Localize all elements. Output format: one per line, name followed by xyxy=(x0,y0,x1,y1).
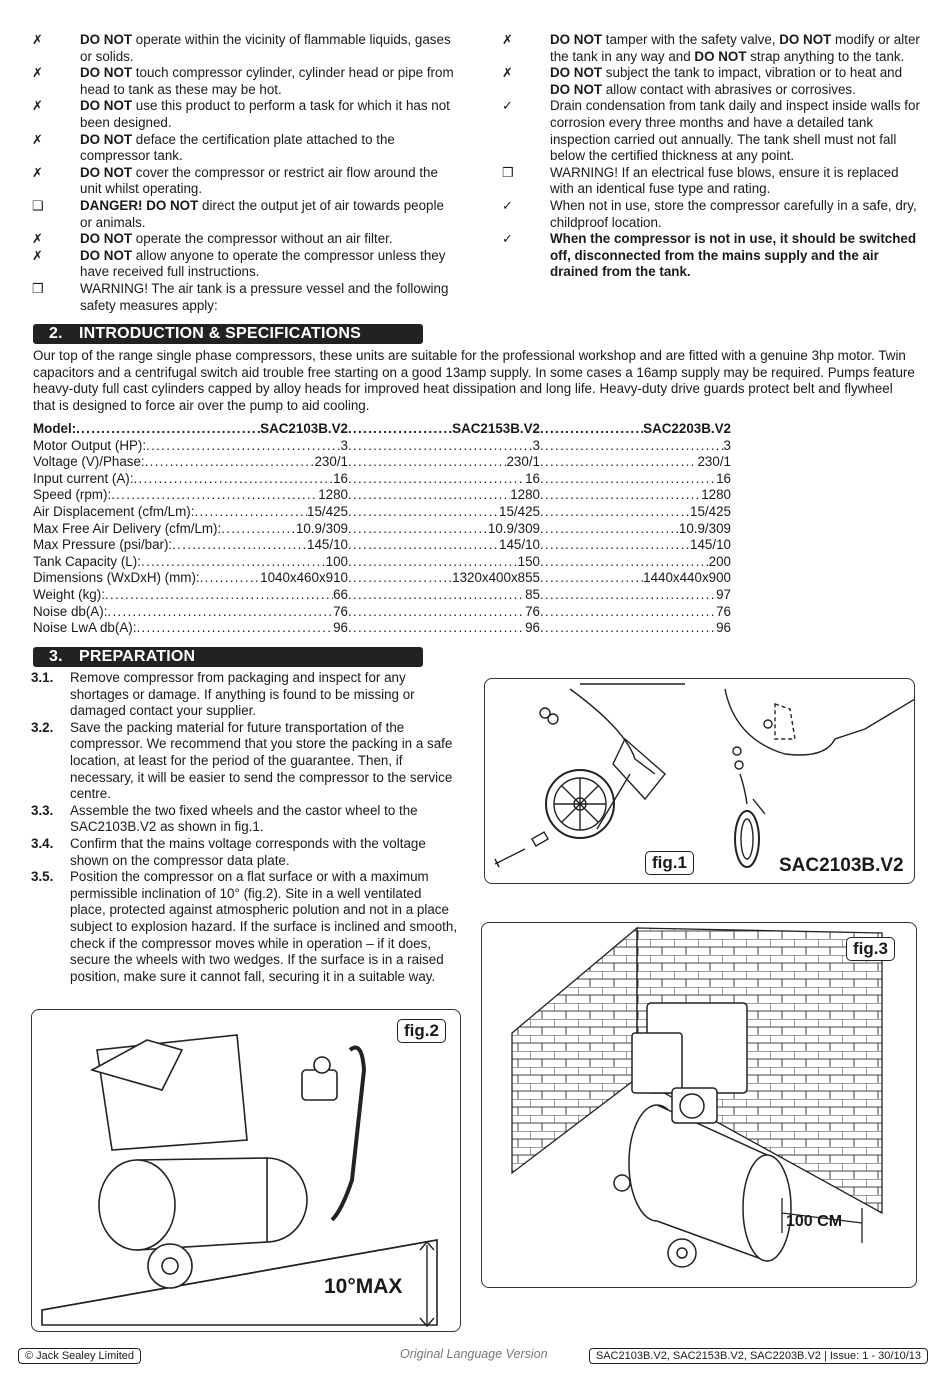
spec-value-1: 76 xyxy=(333,603,348,619)
section-heading-introduction xyxy=(33,324,423,344)
safety-item xyxy=(500,98,920,164)
bullet-symbol-icon: ✗ xyxy=(32,98,43,114)
spec-label: Speed (rpm): xyxy=(33,487,112,503)
spec-value-1: 1280 xyxy=(318,487,348,503)
step-text: Save the packing material for future transportation of the compressor. We recommend that you store the packing in a safe location, at least for the period of the guarantee. Then, if necessary, it will be easier to send the compressor to the service centre. xyxy=(70,719,453,802)
spec-label: Max Pressure (psi/bar): xyxy=(33,537,173,553)
figure-2 xyxy=(31,1009,461,1332)
spec-value-1: 10.9/309 xyxy=(295,520,348,536)
spec-value-1: 100 xyxy=(325,553,348,569)
step-number: 3.4. xyxy=(31,835,54,851)
section-number: 2. xyxy=(49,325,63,342)
safety-item xyxy=(30,165,458,198)
spec-label: Weight (kg): xyxy=(33,586,105,602)
safety-text: When the compressor is not in use, it should be switched off, disconnected from the mains supply and the air drained from the tank. xyxy=(550,231,917,280)
spec-value-3: 230/1 xyxy=(697,454,731,470)
bullet-symbol-icon: ✗ xyxy=(32,131,43,147)
safety-item xyxy=(30,65,458,98)
safety-item xyxy=(500,231,920,281)
step-number: 3.3. xyxy=(31,802,54,818)
spec-row xyxy=(33,554,731,571)
bullet-symbol-icon: ✓ xyxy=(502,98,513,114)
spec-value-1: 1040x460x910 xyxy=(260,570,348,586)
safety-item xyxy=(500,32,920,65)
section-title: PREPARATION xyxy=(79,648,196,665)
fig2-label: fig.2 xyxy=(397,1019,446,1043)
safety-item xyxy=(30,281,458,314)
bullet-symbol-icon: ❑ xyxy=(32,197,44,213)
spec-value-3: 16 xyxy=(716,470,731,486)
safety-item xyxy=(30,132,458,165)
step-text: Position the compressor on a flat surface or with a maximum permissible inclination of 10° (fig.2). Site in a well ventilated place, protected against atmospheric polution and not in a place subject to explosion hazard. If the surface is inclined and smooth, check if the compressor moves while in operation – if it does, secure the wheels with two wedges. If the surface is in a raised position, make sure it cannot fall, securing it in a suitable way. xyxy=(70,869,458,984)
spec-value-2: 96 xyxy=(525,620,540,636)
section-heading-preparation xyxy=(33,647,423,667)
spec-value-3: 200 xyxy=(708,553,731,569)
spec-value-2: 150 xyxy=(517,553,540,569)
safety-text: Drain condensation from tank daily and inspect inside walls for corrosion every three months and have a detailed tank inspection carried out annually. The tank shell must not fall below the certified thickness at any point. xyxy=(550,98,920,164)
spec-value-3: 96 xyxy=(716,620,731,636)
safety-item xyxy=(500,165,920,198)
bullet-symbol-icon: ✗ xyxy=(32,164,43,180)
spec-value-3: 15/425 xyxy=(690,503,731,519)
spec-row xyxy=(33,471,731,488)
fig3-wall-clearance-illustration xyxy=(482,923,917,1288)
spec-value-1: 15/425 xyxy=(307,503,348,519)
safety-text: DO NOT touch compressor cylinder, cylinder head or pipe from head to tank as these may be hot. xyxy=(80,65,454,97)
fig1-model-label: SAC2103B.V2 xyxy=(779,855,904,876)
spec-value-2: 145/10 xyxy=(499,537,540,553)
spec-header-row xyxy=(33,421,731,438)
bullet-symbol-icon: ✗ xyxy=(32,32,43,47)
safety-text: DO NOT operate the compressor without an air filter. xyxy=(80,231,393,247)
spec-label: Voltage (V)/Phase: xyxy=(33,454,145,470)
spec-label: Noise LwA db(A): xyxy=(33,620,137,636)
fig2-angle-label: 10°MAX xyxy=(324,1275,403,1298)
figure-1 xyxy=(484,678,915,884)
safety-text: WARNING! If an electrical fuse blows, ensure it is replaced with an identical fuse type and rating. xyxy=(550,164,899,197)
footer-issue-info: SAC2103B.V2, SAC2153B.V2, SAC2203B.V2 | Issue: 1 - 30/10/13 xyxy=(589,1348,928,1364)
spec-value-2: 76 xyxy=(525,603,540,619)
safety-text: DO NOT tamper with the safety valve, DO NOT modify or alter the tank in any way and DO NOT strap anything to the tank. xyxy=(550,32,920,64)
safety-text: DO NOT subject the tank to impact, vibration or to heat and DO NOT allow contact with abrasives or corrosives. xyxy=(550,65,903,97)
preparation-step xyxy=(31,803,459,836)
spec-label: Model: xyxy=(33,421,77,436)
spec-row xyxy=(33,537,731,554)
bullet-symbol-icon: ✗ xyxy=(32,247,43,263)
bullet-symbol-icon: ✗ xyxy=(32,231,43,247)
specifications-table xyxy=(33,421,731,637)
safety-text: DO NOT deface the certification plate attached to the compressor tank. xyxy=(80,131,395,164)
spec-value-1: 3 xyxy=(340,437,348,453)
safety-item xyxy=(30,98,458,131)
preparation-step xyxy=(31,869,459,985)
safety-text: DO NOT cover the compressor or restrict air flow around the unit whilst operating. xyxy=(80,164,438,197)
spec-value-3: 3 xyxy=(723,437,731,453)
preparation-step xyxy=(31,720,459,803)
step-text: Assemble the two fixed wheels and the castor wheel to the SAC2103B.V2 as shown in fig.1. xyxy=(70,802,418,835)
spec-row xyxy=(33,521,731,538)
spec-label: Input current (A): xyxy=(33,470,134,486)
footer-copyright: © Jack Sealey Limited xyxy=(18,1348,141,1364)
spec-value-2: 230/1 xyxy=(506,454,540,470)
spec-value-1: 230/1 xyxy=(314,454,348,470)
safety-text: DANGER! DO NOT direct the output jet of air towards people or animals. xyxy=(80,197,444,230)
safety-list-left xyxy=(30,32,458,314)
spec-row xyxy=(33,620,731,637)
spec-row xyxy=(33,604,731,621)
preparation-step xyxy=(31,670,459,720)
spec-row xyxy=(33,587,731,604)
fig1-label: fig.1 xyxy=(645,851,694,875)
spec-row xyxy=(33,438,731,455)
intro-paragraph: Our top of the range single phase compressors, these units are suitable for the professional workshop and are fitted with a genuine 3hp motor. Twin capacitors and a centrifugal switch aid trouble free starting on a good 13amp supply. In some cases a 16amp supply may be required. Pumps feature heavy-duty full cast cylinders capped by alloy heads for improved heat dissipation and long life. Heavy-duty drive guards protect belt and flywheel that is designed to force air over the pump to aid cooling. xyxy=(33,348,915,413)
spec-value-2: 15/425 xyxy=(499,503,540,519)
model-2: SAC2153B.V2 xyxy=(452,421,540,436)
spec-label: Max Free Air Delivery (cfm/Lm): xyxy=(33,520,222,536)
bullet-symbol-icon: ✓ xyxy=(502,197,513,213)
safety-item xyxy=(500,65,920,98)
spec-value-1: 66 xyxy=(333,586,348,602)
spec-value-3: 1440x440x900 xyxy=(643,570,731,586)
safety-item xyxy=(30,248,458,281)
section-title: INTRODUCTION & SPECIFICATIONS xyxy=(79,325,361,342)
spec-value-2: 3 xyxy=(532,437,540,453)
spec-row xyxy=(33,454,731,471)
bullet-symbol-icon: ❒ xyxy=(32,280,44,296)
spec-value-3: 145/10 xyxy=(690,537,731,553)
step-text: Confirm that the mains voltage corresponds with the voltage shown on the compressor data plate. xyxy=(70,835,426,868)
safety-text: DO NOT use this product to perform a task for which it has not been designed. xyxy=(80,98,450,130)
spec-value-2: 1320x400x855 xyxy=(452,570,540,586)
spec-value-3: 97 xyxy=(716,586,731,602)
safety-text: WARNING! The air tank is a pressure vessel and the following safety measures apply: xyxy=(80,280,449,313)
spec-value-2: 85 xyxy=(525,586,540,602)
spec-label: Air Displacement (cfm/Lm): xyxy=(33,503,195,519)
spec-value-1: 145/10 xyxy=(307,537,348,553)
bullet-symbol-icon: ✗ xyxy=(502,32,513,47)
spec-value-3: 1280 xyxy=(701,487,731,503)
bullet-symbol-icon: ✗ xyxy=(502,65,513,81)
model-1: SAC2103B.V2 xyxy=(260,421,348,436)
spec-label: Dimensions (WxDxH) (mm): xyxy=(33,570,200,586)
fig1-wheel-assembly-illustration xyxy=(485,679,915,884)
safety-text: DO NOT allow anyone to operate the compressor unless they have received full instructions. xyxy=(80,247,446,280)
step-text: Remove compressor from packaging and inspect for any shortages or damage. If anything is found to be missing or damaged contact your supplier. xyxy=(70,670,415,719)
bullet-symbol-icon: ✓ xyxy=(502,231,513,247)
bullet-symbol-icon: ❒ xyxy=(502,164,514,180)
spec-row xyxy=(33,570,731,587)
safety-text: DO NOT operate within the vicinity of flammable liquids, gases or solids. xyxy=(80,32,451,64)
bullet-symbol-icon: ✗ xyxy=(32,65,43,81)
fig3-distance-label: 100 CM xyxy=(786,1213,843,1230)
spec-value-1: 16 xyxy=(333,470,348,486)
safety-item xyxy=(30,231,458,248)
spec-value-2: 1280 xyxy=(510,487,540,503)
spec-value-2: 10.9/309 xyxy=(487,520,540,536)
step-number: 3.1. xyxy=(31,670,54,685)
spec-label: Tank Capacity (L): xyxy=(33,553,141,569)
spec-row xyxy=(33,504,731,521)
footer-language-version: Original Language Version xyxy=(400,1347,548,1361)
spec-label: Motor Output (HP): xyxy=(33,437,147,453)
spec-value-3: 10.9/309 xyxy=(678,520,731,536)
step-number: 3.2. xyxy=(31,719,54,735)
safety-item xyxy=(30,32,458,65)
figure-3 xyxy=(481,922,917,1288)
safety-text: When not in use, store the compressor carefully in a safe, dry, childproof location. xyxy=(550,197,917,230)
preparation-step xyxy=(31,836,459,869)
safety-item xyxy=(30,198,458,231)
spec-label: Noise db(A): xyxy=(33,603,108,619)
safety-item xyxy=(500,198,920,231)
fig3-label: fig.3 xyxy=(846,937,895,961)
spec-value-2: 16 xyxy=(525,470,540,486)
section-number: 3. xyxy=(49,648,63,665)
spec-row xyxy=(33,487,731,504)
model-3: SAC2203B.V2 xyxy=(643,421,731,436)
preparation-list xyxy=(31,670,459,985)
spec-value-3: 76 xyxy=(716,603,731,619)
safety-section xyxy=(30,32,920,314)
safety-list-right xyxy=(500,32,920,314)
spec-value-1: 96 xyxy=(333,620,348,636)
step-number: 3.5. xyxy=(31,869,54,885)
